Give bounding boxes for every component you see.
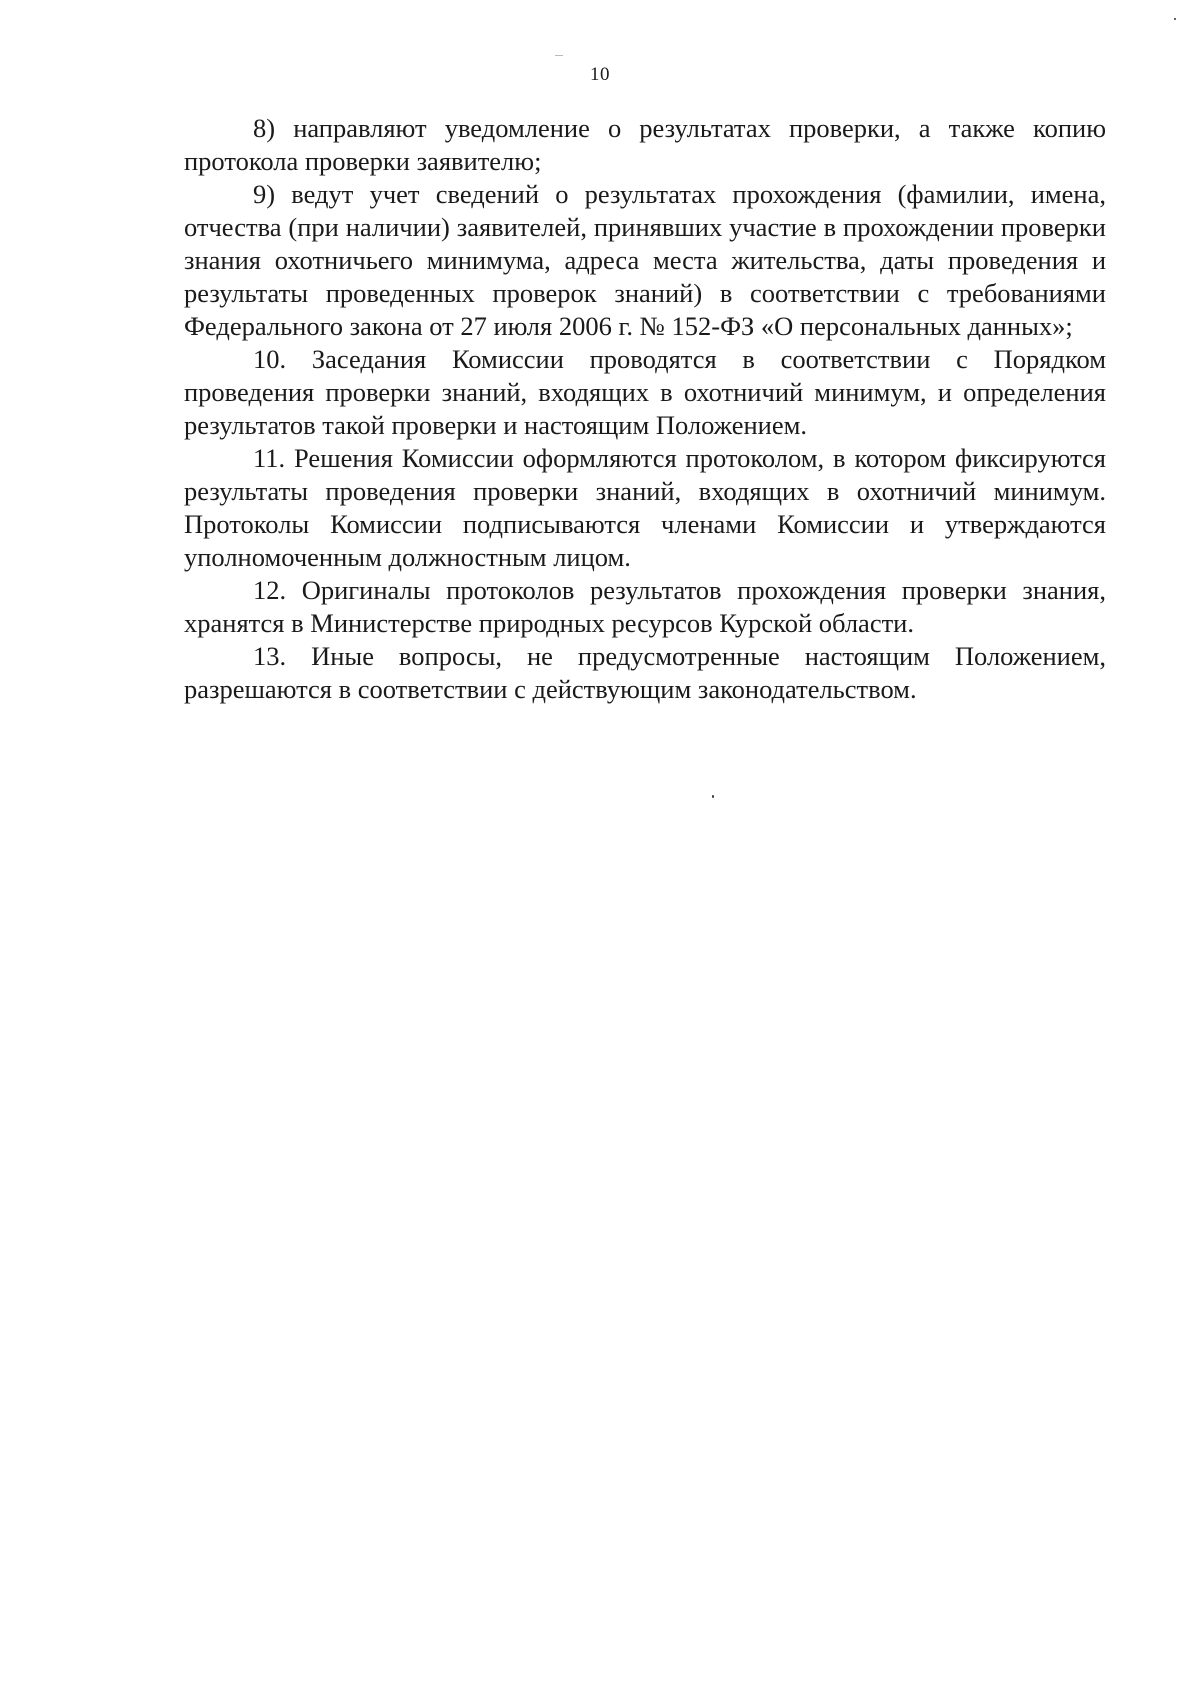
page-number: 10 — [590, 64, 610, 85]
paragraph-clause-12: 12. Оригиналы протоколов результатов прохождения проверки знания, хранятся в Министерстве природных ресурсов Курской области. — [184, 575, 1106, 638]
scan-speck — [712, 795, 714, 798]
paragraph-clause-10: 10. Заседания Комиссии проводятся в соответствии с Порядком проведения проверки знаний, входящих в охотничий минимум, и определения результатов такой проверки и настоящим Положением. — [184, 344, 1106, 440]
paragraph-item-8: 8) направляют уведомление о результатах проверки, а также копию протокола проверки заявителю; — [184, 113, 1106, 176]
paragraph-clause-13: 13. Иные вопросы, не предусмотренные настоящим Положением, разрешаются в соответствии с действующим законодательством. — [184, 641, 1106, 704]
paragraph-clause-11: 11. Решения Комиссии оформляются протоколом, в котором фиксируются результаты проведения проверки знаний, входящих в охотничий минимум. Протоколы Комиссии подписываются членами Комиссии и утверждаются уполномоченным должностным лицом. — [184, 443, 1106, 572]
paragraph-item-9: 9) ведут учет сведений о результатах прохождения (фамилии, имена, отчества (при наличии) заявителей, принявших участие в прохождении проверки знания охотничьего минимума, адреса места жительства, даты проведения и результаты проведенных проверок знаний) в соответствии с требованиями Федерального закона от 27 июля 2006 г. № 152-ФЗ «О персональных данных»; — [184, 179, 1106, 341]
scan-speck — [555, 55, 563, 56]
document-body — [184, 112, 1106, 706]
scan-speck — [1174, 18, 1176, 20]
